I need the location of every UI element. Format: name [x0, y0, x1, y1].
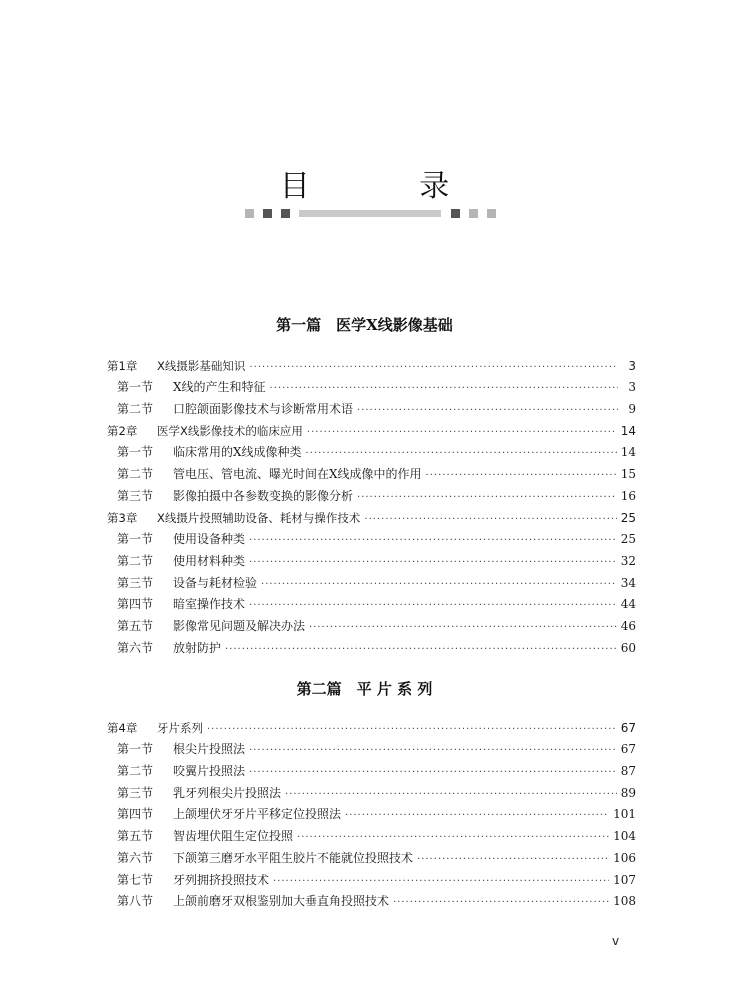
- page-ref: 34: [620, 575, 636, 590]
- section-title: 根尖片投照法: [173, 742, 246, 757]
- toc-entry-label: [117, 828, 293, 844]
- dot-leader: [249, 596, 617, 610]
- page-ref: 25: [620, 510, 636, 525]
- toc-entry-label: [117, 850, 413, 866]
- section-title: X线的产生和特征: [173, 380, 266, 395]
- section-number: 第一节: [117, 445, 154, 460]
- toc-chapter-entry[interactable]: [107, 714, 636, 736]
- section-number: 第一节: [117, 532, 154, 547]
- toc-chapter-entry[interactable]: [107, 504, 636, 526]
- dot-leader: [225, 640, 617, 654]
- toc-entry-label: [117, 618, 305, 634]
- toc-part-2: [107, 714, 636, 909]
- toc-section-entry[interactable]: [107, 591, 636, 613]
- section-number: 第一节: [117, 380, 154, 395]
- toc-section-entry[interactable]: [107, 736, 636, 758]
- decoration-square: [245, 209, 254, 218]
- section-number: 第五节: [117, 829, 154, 844]
- page-ref: 25: [620, 532, 636, 547]
- section-number: 第四节: [117, 807, 154, 822]
- toc-entry-label: [117, 379, 266, 395]
- toc-chapter-entry[interactable]: [107, 352, 636, 374]
- page-ref: 3: [628, 358, 636, 373]
- toc-section-entry[interactable]: [107, 801, 636, 823]
- dot-leader: [249, 358, 618, 372]
- page-ref: 107: [613, 872, 636, 887]
- toc-section-entry[interactable]: [107, 822, 636, 844]
- toc-entry-label: [117, 763, 245, 779]
- toc-entry-label: [107, 358, 245, 374]
- part-heading: 第二篇 平 片 系 列: [296, 680, 433, 698]
- section-title: 使用设备种类: [173, 532, 246, 547]
- section-number: 第二节: [117, 402, 154, 417]
- toc-section-entry[interactable]: [107, 569, 636, 591]
- section-title: 口腔颌面影像技术与诊断常用术语: [173, 402, 354, 417]
- chapter-number: 第1章: [107, 358, 138, 373]
- toc-section-entry[interactable]: [107, 395, 636, 417]
- toc-entry-label: [117, 872, 269, 888]
- dot-leader: [261, 575, 617, 589]
- dot-leader: [364, 510, 616, 524]
- page-ref: 60: [620, 640, 636, 655]
- page-ref: 104: [613, 829, 636, 844]
- dot-leader: [417, 850, 609, 864]
- dot-leader: [393, 893, 609, 907]
- toc-entry-label: [117, 401, 353, 417]
- toc-chapter-entry[interactable]: [107, 417, 636, 439]
- section-title: 咬翼片投照法: [173, 764, 246, 779]
- toc-section-entry[interactable]: [107, 374, 636, 396]
- section-number: 第二节: [117, 467, 154, 482]
- toc-section-entry[interactable]: [107, 526, 636, 548]
- section-title: 使用材料种类: [173, 553, 246, 568]
- toc-section-entry[interactable]: [107, 844, 636, 866]
- section-number: 第三节: [117, 575, 154, 590]
- toc-section-entry[interactable]: [107, 482, 636, 504]
- toc-section-entry[interactable]: [107, 460, 636, 482]
- page-ref: 89: [620, 785, 636, 800]
- dot-leader: [426, 466, 617, 480]
- dot-leader: [249, 553, 617, 567]
- toc-section-entry[interactable]: [107, 547, 636, 569]
- dot-leader: [345, 806, 609, 820]
- section-number: 第一节: [117, 742, 154, 757]
- toc-entry-label: [117, 531, 245, 547]
- section-title: 影像常见问题及解决办法: [173, 618, 306, 633]
- section-title: 乳牙列根尖片投照法: [173, 785, 282, 800]
- dot-leader: [307, 423, 617, 437]
- toc-section-entry[interactable]: [107, 888, 636, 910]
- toc-entry-label: [117, 444, 302, 460]
- dot-leader: [273, 872, 609, 886]
- toc-entry-label: [117, 553, 245, 569]
- dot-leader: [249, 741, 617, 755]
- toc-entry-label: [117, 488, 353, 504]
- chapter-title: X线摄片投照辅助设备、耗材与操作技术: [157, 510, 361, 525]
- toc-entry-label: [117, 785, 281, 801]
- toc-entry-label: [117, 575, 257, 591]
- section-number: 第二节: [117, 764, 154, 779]
- dot-leader: [270, 379, 618, 393]
- dot-leader: [249, 763, 617, 777]
- section-title: 牙列拥挤投照技术: [173, 872, 270, 887]
- chapter-title: 医学X线影像技术的临床应用: [157, 423, 303, 438]
- section-number: 第三节: [117, 488, 154, 503]
- decoration-square: [487, 209, 496, 218]
- page-ref: 9: [628, 402, 636, 417]
- page-number: v: [612, 934, 620, 948]
- toc-entry-label: [117, 741, 245, 757]
- page-ref: 16: [620, 488, 636, 503]
- dot-leader: [249, 531, 617, 545]
- page-ref: 15: [620, 467, 636, 482]
- page-ref: 106: [613, 850, 636, 865]
- decoration-bar: [299, 210, 441, 217]
- toc-entry-label: [107, 423, 303, 439]
- page-ref: 14: [620, 445, 636, 460]
- decoration-square: [281, 209, 290, 218]
- toc-part-1: [107, 352, 636, 656]
- section-title: 暗室操作技术: [173, 597, 246, 612]
- chapter-number: 第4章: [107, 720, 138, 735]
- page-ref: 32: [620, 553, 636, 568]
- chapter-number: 第2章: [107, 423, 138, 438]
- chapter-title: X线摄影基础知识: [157, 358, 246, 373]
- decoration-square: [263, 209, 272, 218]
- chapter-title: 牙片系列: [157, 720, 203, 735]
- section-number: 第四节: [117, 597, 154, 612]
- part-heading: 第一篇 医学X线影像基础: [276, 316, 453, 334]
- section-number: 第三节: [117, 785, 154, 800]
- toc-entry-label: [117, 640, 221, 656]
- section-title: 智齿埋伏阻生定位投照: [173, 829, 294, 844]
- dot-leader: [285, 785, 617, 799]
- section-title: 放射防护: [173, 640, 222, 655]
- section-number: 第二节: [117, 553, 154, 568]
- section-number: 第八节: [117, 894, 154, 909]
- dot-leader: [357, 401, 618, 415]
- toc-entry-label: [107, 720, 203, 736]
- dot-leader: [309, 618, 617, 632]
- toc-entry-label: [107, 510, 360, 526]
- page-ref: 67: [620, 720, 636, 735]
- toc-section-entry[interactable]: [107, 612, 636, 634]
- section-title: 影像拍摄中各参数变换的影像分析: [173, 488, 354, 503]
- section-number: 第五节: [117, 618, 154, 633]
- page-ref: 101: [613, 807, 636, 822]
- section-title: 管电压、管电流、曝光时间在X线成像中的作用: [173, 467, 422, 482]
- toc-entry-label: [117, 596, 245, 612]
- dot-leader: [306, 444, 617, 458]
- section-number: 第六节: [117, 850, 154, 865]
- toc-entry-label: [117, 893, 389, 909]
- section-title: 上颌前磨牙双根鉴别加大垂直角投照技术: [173, 894, 390, 909]
- dot-leader: [297, 828, 609, 842]
- toc-section-entry[interactable]: [107, 866, 636, 888]
- toc-section-entry[interactable]: [107, 634, 636, 656]
- toc-section-entry[interactable]: [107, 757, 636, 779]
- dot-leader: [357, 488, 617, 502]
- toc-entry-label: [117, 466, 422, 482]
- page-ref: 44: [620, 597, 636, 612]
- page-ref: 14: [620, 423, 636, 438]
- section-title: 设备与耗材检验: [173, 575, 258, 590]
- section-number: 第七节: [117, 872, 154, 887]
- decoration-square: [451, 209, 460, 218]
- page-ref: 3: [628, 380, 636, 395]
- toc-section-entry[interactable]: [107, 439, 636, 461]
- chapter-number: 第3章: [107, 510, 138, 525]
- section-title: 临床常用的X线成像种类: [173, 445, 302, 460]
- decoration-square: [469, 209, 478, 218]
- page-ref: 108: [613, 894, 636, 909]
- page-ref: 67: [620, 742, 636, 757]
- page-title: 目 录: [279, 169, 500, 204]
- page-ref: 46: [620, 618, 636, 633]
- page-ref: 87: [620, 764, 636, 779]
- section-number: 第六节: [117, 640, 154, 655]
- section-title: 上颌埋伏牙牙片平移定位投照法: [173, 807, 342, 822]
- toc-entry-label: [117, 806, 341, 822]
- dot-leader: [207, 720, 617, 734]
- section-title: 下颌第三磨牙水平阻生胶片不能就位投照技术: [173, 850, 414, 865]
- title-decoration: [245, 209, 495, 219]
- toc-section-entry[interactable]: [107, 779, 636, 801]
